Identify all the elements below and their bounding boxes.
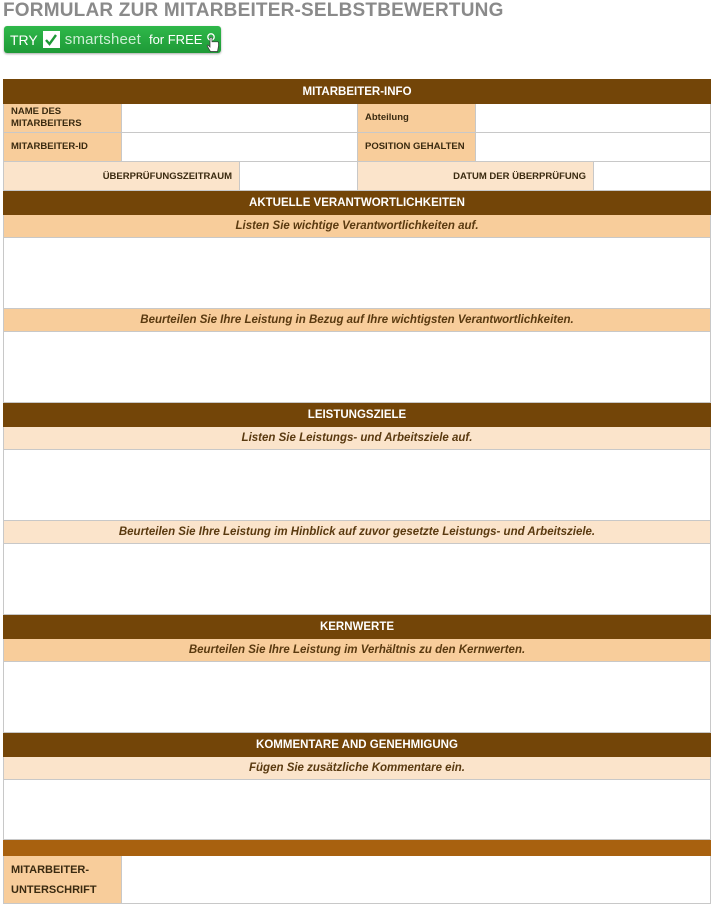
self-evaluation-form: [3, 79, 711, 904]
hand-cursor-icon: [206, 33, 220, 56]
section-header-employee-info: MITARBEITER-INFO: [4, 80, 711, 104]
position-label: POSITION GEHALTEN: [358, 133, 476, 162]
banner-try-text: TRY: [10, 31, 38, 48]
checkmark-icon: [43, 31, 60, 48]
department-field[interactable]: [476, 104, 711, 133]
try-smartsheet-banner[interactable]: [4, 26, 221, 53]
core-values-field[interactable]: [4, 662, 711, 733]
comments-instruction: Fügen Sie zusätzliche Kommentare ein.: [4, 757, 711, 780]
employee-id-field[interactable]: [122, 133, 358, 162]
employee-id-label: MITARBEITER-ID: [4, 133, 122, 162]
comments-field[interactable]: [4, 780, 711, 840]
banner-free-text: for FREE: [148, 32, 203, 47]
review-period-field[interactable]: [240, 162, 358, 191]
responsibilities-list-instruction: Listen Sie wichtige Verantwortlichkeiten auf.: [4, 215, 711, 238]
employee-name-field[interactable]: [122, 104, 358, 133]
section-header-performance-goals: LEISTUNGSZIELE: [4, 403, 711, 427]
review-period-label: ÜBERPRÜFUNGSZEITRAUM: [4, 162, 240, 191]
page-title: FORMULAR ZUR MITARBEITER-SELBSTBEWERTUNG: [3, 0, 504, 21]
goals-rating-field[interactable]: [4, 544, 711, 615]
goals-list-instruction: Listen Sie Leistungs- und Arbeitsziele auf.: [4, 427, 711, 450]
department-label: Abteilung: [358, 104, 476, 133]
review-date-field[interactable]: [594, 162, 711, 191]
position-field[interactable]: [476, 133, 711, 162]
responsibilities-rating-field[interactable]: [4, 332, 711, 403]
section-header-comments-approval: KOMMENTARE AND GENEHMIGUNG: [4, 733, 711, 757]
signature-divider-bar: [4, 840, 711, 856]
employee-signature-field[interactable]: [122, 856, 711, 904]
review-date-label: DATUM DER ÜBERPRÜFUNG: [358, 162, 594, 191]
employee-name-label: NAME DES MITARBEITERS: [4, 104, 122, 133]
employee-signature-label: MITARBEITER-UNTERSCHRIFT: [4, 856, 122, 904]
responsibilities-list-field[interactable]: [4, 238, 711, 309]
section-header-responsibilities: AKTUELLE VERANTWORTLICHKEITEN: [4, 191, 711, 215]
core-values-instruction: Beurteilen Sie Ihre Leistung im Verhältnis zu den Kernwerten.: [4, 639, 711, 662]
responsibilities-rating-instruction: Beurteilen Sie Ihre Leistung in Bezug auf Ihre wichtigsten Verantwortlichkeiten.: [4, 309, 711, 332]
goals-rating-instruction: Beurteilen Sie Ihre Leistung im Hinblick auf zuvor gesetzte Leistungs- und Arbeitsziele.: [4, 521, 711, 544]
section-header-core-values: KERNWERTE: [4, 615, 711, 639]
goals-list-field[interactable]: [4, 450, 711, 521]
banner-brand-text: smartsheet: [64, 31, 141, 48]
